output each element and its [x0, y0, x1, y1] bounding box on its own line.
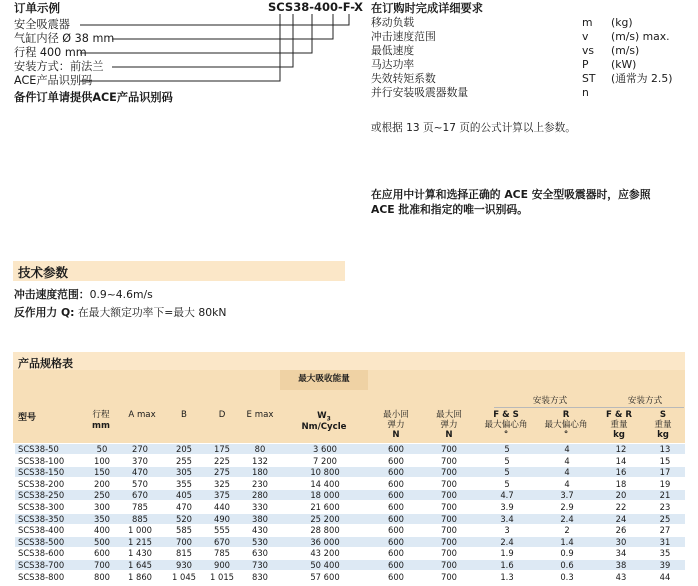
tech-heading: 技术参数: [18, 265, 69, 280]
table-row: [15, 537, 685, 547]
cell-max-spring: 700: [441, 548, 457, 559]
order-code-leader-lines: [0, 0, 360, 92]
order-example-code: SCS38-400-F-X: [268, 0, 363, 14]
cell-e: 330: [252, 502, 268, 512]
cell-s-weight: 25: [659, 513, 671, 524]
col-fr-unit: kg: [613, 430, 625, 440]
cell-b: 255: [176, 455, 192, 466]
table-row: [15, 502, 685, 512]
detail-unit-2: (m/s) max.: [611, 30, 670, 43]
table-row: [15, 456, 685, 466]
tech-force: [14, 305, 226, 320]
cell-b: 700: [176, 536, 192, 547]
cell-a: 785: [132, 502, 148, 512]
install-group-rule-1: [494, 407, 612, 408]
cell-fs-angle: 4.7: [500, 490, 514, 501]
cell-fr-weight: 43: [615, 571, 627, 582]
cell-e: 830: [252, 571, 268, 582]
col-min-spring-unit: N: [392, 430, 400, 440]
table-row: [15, 444, 685, 454]
cell-model: SCS38-800: [18, 571, 65, 582]
order-example-title: 订单示例: [14, 1, 60, 15]
detail-label-2: 冲击速度范围: [371, 30, 436, 43]
cell-e: 80: [254, 444, 266, 454]
col-d-header: D: [218, 410, 226, 420]
cell-max-spring: 700: [441, 560, 457, 570]
order-note: 备件订单请提供ACE产品识别码: [14, 91, 173, 104]
detail-sym-5: ST: [582, 72, 596, 85]
cell-d: 1 015: [210, 571, 234, 582]
cell-a: 270: [132, 444, 148, 454]
cell-fr-weight: 20: [615, 490, 627, 501]
cell-fr-weight: 22: [615, 502, 627, 512]
cell-a: 570: [132, 478, 148, 489]
col-min-spring-2: 弹力: [387, 420, 405, 430]
cell-stroke: 500: [94, 536, 110, 547]
cell-min-spring: 600: [388, 490, 404, 501]
detail-label-1: 移动负载: [371, 16, 415, 29]
cell-s-weight: 13: [659, 444, 671, 454]
cell-stroke: 50: [96, 444, 108, 454]
cell-stroke: 350: [94, 513, 110, 524]
cell-e: 630: [252, 548, 268, 559]
tech-speed-label: 冲击速度范围：: [14, 288, 90, 301]
cell-fr-weight: 30: [615, 536, 627, 547]
cell-max-spring: 700: [441, 467, 457, 478]
detail-sym-6: n: [582, 86, 589, 99]
col-fr-sub: 重量: [610, 420, 628, 430]
cell-r-angle: 0.6: [560, 560, 574, 570]
table-row: [15, 490, 685, 500]
cell-d: 325: [214, 478, 230, 489]
col-s-unit: kg: [657, 430, 669, 440]
cell-w3: 10 800: [310, 467, 340, 478]
cell-max-spring: 700: [441, 571, 457, 582]
order-line-1: 安全吸震器: [14, 18, 70, 31]
detail-unit-4: (kW): [611, 58, 637, 71]
cell-min-spring: 600: [388, 502, 404, 512]
detail-unit-5: (通常为 2.5): [611, 72, 673, 85]
cell-fs-angle: 3.9: [500, 502, 514, 512]
tech-force-value: 在最大额定功率下=最大 80kN: [77, 306, 227, 319]
cell-b: 405: [176, 490, 192, 501]
table-heading: 产品规格表: [18, 357, 73, 370]
cell-min-spring: 600: [388, 444, 404, 454]
cell-model: SCS38-150: [18, 467, 65, 478]
cell-r-angle: 4: [564, 455, 570, 466]
cell-e: 280: [252, 490, 268, 501]
cell-stroke: 100: [94, 455, 110, 466]
cell-model: SCS38-50: [18, 444, 59, 454]
col-a-header: A max: [128, 410, 156, 420]
cell-w3: 28 800: [310, 525, 340, 536]
cell-min-spring: 600: [388, 560, 404, 570]
cell-b: 355: [176, 478, 192, 489]
cell-d: 670: [214, 536, 230, 547]
cell-fs-angle: 5: [504, 478, 510, 489]
cell-b: 585: [176, 525, 192, 536]
cell-fs-angle: 1.9: [500, 548, 514, 559]
cell-s-weight: 21: [659, 490, 671, 501]
cell-w3: 18 000: [310, 490, 340, 501]
cell-max-spring: 700: [441, 455, 457, 466]
cell-a: 370: [132, 455, 148, 466]
cell-s-weight: 15: [659, 455, 671, 466]
detail-sym-2: v: [582, 30, 589, 43]
cell-a: 1 860: [128, 571, 152, 582]
order-line-5: ACE产品识别码: [14, 74, 93, 87]
cell-d: 175: [214, 444, 230, 454]
cell-e: 230: [252, 478, 268, 489]
cell-model: SCS38-350: [18, 513, 65, 524]
cell-stroke: 250: [94, 490, 110, 501]
cell-a: 1 215: [128, 536, 152, 547]
cell-w3: 57 600: [310, 571, 340, 582]
cell-e: 430: [252, 525, 268, 536]
detail-unit-1: (kg): [611, 16, 633, 29]
table-row: [15, 548, 685, 558]
tech-force-label: 反作用力 Q:: [14, 306, 75, 319]
cell-s-weight: 39: [659, 560, 671, 570]
cell-fs-angle: 1.3: [500, 571, 514, 582]
order-line-2: 气缸内径 Ø 38 mm: [14, 32, 115, 45]
cell-fr-weight: 18: [615, 478, 627, 489]
cell-fs-angle: 3.4: [500, 513, 514, 524]
cell-fr-weight: 16: [615, 467, 627, 478]
cell-r-angle: 2.9: [560, 502, 574, 512]
cell-b: 205: [176, 444, 192, 454]
cell-b: 815: [176, 548, 192, 559]
cell-min-spring: 600: [388, 571, 404, 582]
col-stroke-unit: mm: [92, 421, 110, 431]
cell-min-spring: 600: [388, 513, 404, 524]
col-max-spring-2: 弹力: [440, 420, 458, 430]
cell-model: SCS38-400: [18, 525, 65, 536]
detail-label-5: 失效转矩系数: [371, 72, 436, 85]
cell-min-spring: 600: [388, 478, 404, 489]
cell-s-weight: 27: [659, 525, 671, 536]
energy-group-header: 最大吸收能量: [298, 374, 350, 384]
col-r-unit: °: [563, 430, 569, 440]
detail-sym-3: vs: [582, 44, 595, 57]
col-min-spring-1: 最小回: [383, 410, 409, 420]
col-s-sub: 重量: [654, 420, 672, 430]
cell-fr-weight: 38: [615, 560, 627, 570]
detail-label-3: 最低速度: [371, 44, 415, 57]
cell-r-angle: 4: [564, 467, 570, 478]
install-group-rule-2: [610, 407, 684, 408]
col-fs-header: F & S: [493, 410, 519, 420]
cell-stroke: 600: [94, 548, 110, 559]
col-w3-symbol: W: [317, 411, 327, 421]
cell-e: 380: [252, 513, 268, 524]
cell-model: SCS38-300: [18, 502, 65, 512]
table-row: [15, 467, 685, 477]
col-s-header: S: [659, 410, 667, 420]
cell-b: 305: [176, 467, 192, 478]
cell-r-angle: 0.3: [560, 571, 574, 582]
table-heading-bar: [13, 352, 685, 370]
detail-unit-3: (m/s): [611, 44, 640, 57]
cell-e: 180: [252, 467, 268, 478]
cell-s-weight: 19: [659, 478, 671, 489]
cell-min-spring: 600: [388, 548, 404, 559]
cell-r-angle: 1.4: [560, 536, 574, 547]
cell-e: 530: [252, 536, 268, 547]
cell-b: 930: [176, 560, 192, 570]
detail-label-6: 并行安装吸震器数量: [371, 86, 469, 99]
cell-fs-angle: 5: [504, 444, 510, 454]
install-group-header-1: 安装方式: [532, 396, 568, 406]
detail-label-4: 马达功率: [371, 58, 415, 71]
cell-s-weight: 23: [659, 502, 671, 512]
col-w3-subscript: 3: [326, 415, 331, 423]
cell-model: SCS38-100: [18, 455, 65, 466]
cell-s-weight: 31: [659, 536, 671, 547]
col-w3-unit: Nm/Cycle: [301, 422, 347, 432]
cell-w3: 3 600: [313, 444, 337, 454]
cell-d: 555: [214, 525, 230, 536]
cell-max-spring: 700: [441, 502, 457, 512]
order-details-title: 在订购时完成详细要求: [371, 2, 483, 15]
cell-r-angle: 4: [564, 478, 570, 489]
cell-model: SCS38-600: [18, 548, 65, 559]
cell-r-angle: 3.7: [560, 490, 574, 501]
col-model-header: 型号: [18, 413, 37, 423]
col-e-header: E max: [246, 410, 274, 420]
cell-model: SCS38-250: [18, 490, 65, 501]
cell-min-spring: 600: [388, 455, 404, 466]
cell-max-spring: 700: [441, 536, 457, 547]
detail-sym-4: P: [582, 58, 589, 71]
detail-sym-1: m: [582, 16, 593, 29]
table-row: [15, 514, 685, 524]
cell-w3: 36 000: [310, 536, 340, 547]
cell-model: SCS38-200: [18, 478, 65, 489]
cell-min-spring: 600: [388, 467, 404, 478]
cell-r-angle: 0.9: [560, 548, 574, 559]
install-group-header-2: 安装方式: [627, 396, 663, 406]
cell-e: 132: [252, 455, 268, 466]
cell-b: 470: [176, 502, 192, 512]
col-max-spring-1: 最大回: [436, 410, 462, 420]
cell-max-spring: 700: [441, 478, 457, 489]
cell-d: 375: [214, 490, 230, 501]
cell-fs-angle: 5: [504, 455, 510, 466]
cell-stroke: 700: [94, 560, 110, 570]
cell-b: 520: [176, 513, 192, 524]
order-line-3: 行程 400 mm: [14, 46, 87, 59]
cell-a: 885: [132, 513, 148, 524]
cell-fr-weight: 14: [615, 455, 627, 466]
cell-r-angle: 2.4: [560, 513, 574, 524]
cell-stroke: 300: [94, 502, 110, 512]
cell-s-weight: 44: [659, 571, 671, 582]
cell-d: 440: [214, 502, 230, 512]
table-row: [15, 572, 685, 582]
tech-speed: [14, 287, 153, 302]
cell-s-weight: 35: [659, 548, 671, 559]
calc-note: 或根据 13 页~17 页的公式计算以上参数。: [371, 122, 576, 134]
cell-e: 730: [252, 560, 268, 570]
cell-d: 900: [214, 560, 230, 570]
cell-r-angle: 2: [564, 525, 570, 536]
cell-r-angle: 4: [564, 444, 570, 454]
cell-a: 470: [132, 467, 148, 478]
cell-fr-weight: 34: [615, 548, 627, 559]
cell-stroke: 200: [94, 478, 110, 489]
col-fs-sub: 最大偏心角: [484, 420, 528, 430]
cell-model: SCS38-700: [18, 560, 65, 570]
warning-line-1: 在应用中计算和选择正确的 ACE 安全型吸震器时，应参照: [371, 188, 651, 201]
col-fs-unit: °: [503, 430, 509, 440]
tech-speed-value: 0.9~4.6m/s: [89, 288, 153, 301]
cell-a: 670: [132, 490, 148, 501]
cell-fr-weight: 24: [615, 513, 627, 524]
cell-max-spring: 700: [441, 525, 457, 536]
cell-fs-angle: 1.6: [500, 560, 514, 570]
col-b-header: B: [181, 410, 187, 420]
col-stroke-header: 行程: [92, 410, 110, 420]
cell-max-spring: 700: [441, 444, 457, 454]
order-line-4: 安装方式：前法兰: [14, 60, 104, 73]
cell-max-spring: 700: [441, 513, 457, 524]
cell-w3: 43 200: [310, 548, 340, 559]
col-r-header: R: [562, 410, 570, 420]
cell-min-spring: 600: [388, 536, 404, 547]
table-row: [15, 525, 685, 535]
cell-w3: 7 200: [313, 455, 337, 466]
cell-fs-angle: 2.4: [500, 536, 514, 547]
cell-a: 1 430: [128, 548, 152, 559]
cell-fs-angle: 3: [504, 525, 510, 536]
col-max-spring-unit: N: [445, 430, 453, 440]
cell-fr-weight: 26: [615, 525, 627, 536]
cell-max-spring: 700: [441, 490, 457, 501]
cell-d: 490: [214, 513, 230, 524]
cell-s-weight: 17: [659, 467, 671, 478]
cell-w3: 21 600: [310, 502, 340, 512]
cell-w3: 50 400: [310, 560, 340, 570]
cell-stroke: 400: [94, 525, 110, 536]
cell-model: SCS38-500: [18, 536, 65, 547]
cell-b: 1 045: [172, 571, 196, 582]
cell-fr-weight: 12: [615, 444, 627, 454]
table-row: [15, 560, 685, 570]
cell-fs-angle: 5: [504, 467, 510, 478]
warning-line-2: ACE 批准和指定的唯一识别码。: [371, 203, 528, 216]
cell-d: 275: [214, 467, 230, 478]
col-r-sub: 最大偏心角: [544, 420, 588, 430]
cell-w3: 14 400: [310, 478, 340, 489]
cell-a: 1 000: [128, 525, 152, 536]
cell-stroke: 800: [94, 571, 110, 582]
cell-d: 225: [214, 455, 230, 466]
cell-min-spring: 600: [388, 525, 404, 536]
col-fr-header: F & R: [606, 410, 632, 420]
table-row: [15, 479, 685, 489]
cell-d: 785: [214, 548, 230, 559]
cell-w3: 25 200: [310, 513, 340, 524]
cell-a: 1 645: [128, 560, 152, 570]
cell-stroke: 150: [94, 467, 110, 478]
